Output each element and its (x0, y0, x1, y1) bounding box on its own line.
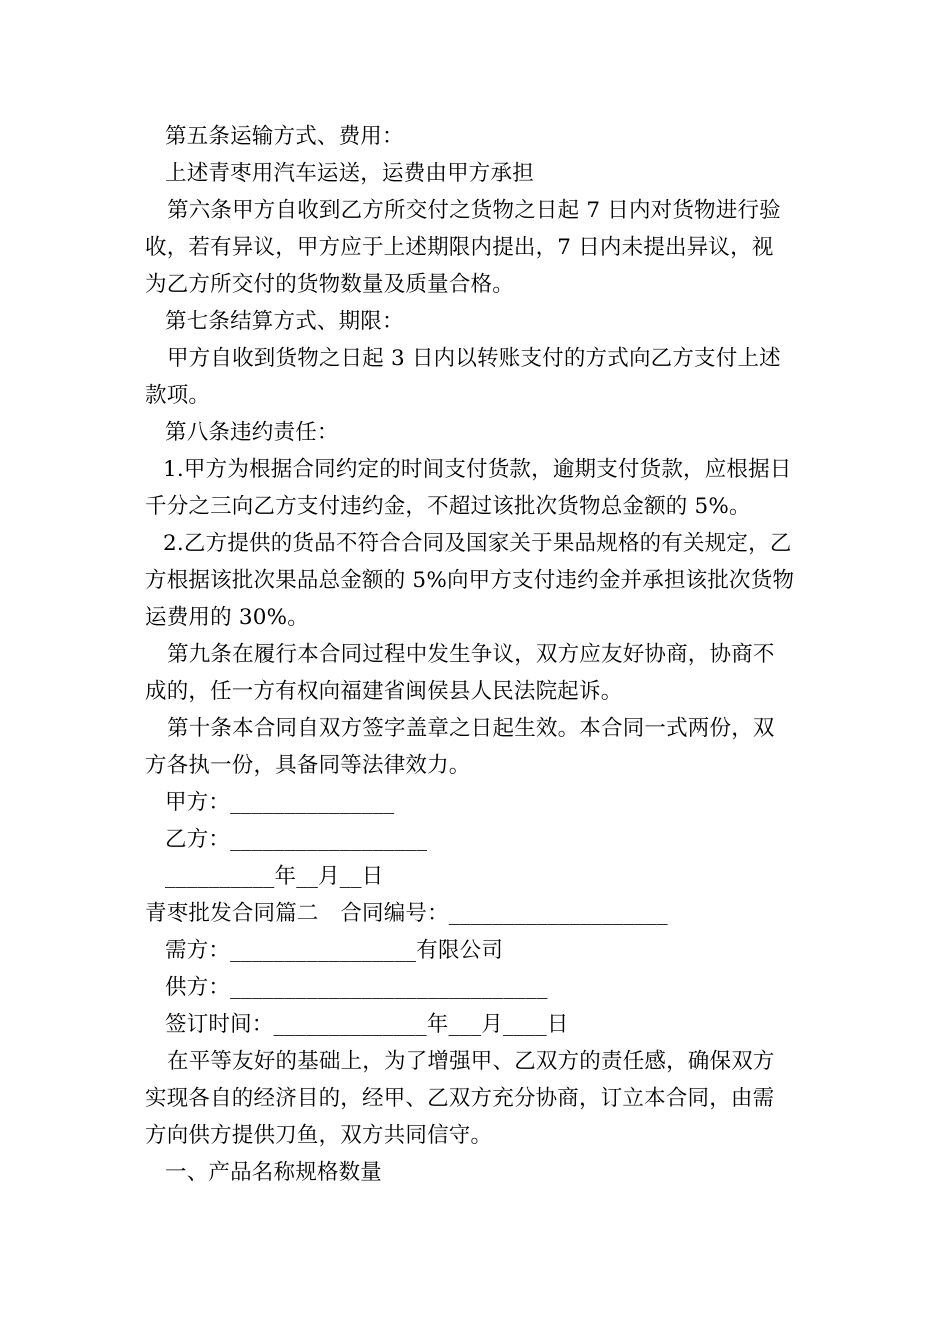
buyer-line: 需方：_________________有限公司 (165, 938, 504, 963)
text-line: 2.乙方提供的货品不符合合同及国家关于果品规格的有关规定，乙 (163, 531, 792, 556)
signing-date-line: 签订时间：______________年___月____日 (165, 1012, 569, 1037)
text-line: 在平等友好的基础上，为了增强甲、乙双方的责任感，确保双方 (167, 1049, 775, 1074)
text-line: 第六条甲方自收到乙方所交付之货物之日起 7 日内对货物进行验 (167, 198, 781, 223)
text-line: 千分之三向乙方支付违约金，不超过该批次货物总金额的 5%。 (145, 494, 751, 519)
signature-line-party-a: 甲方：_______________ (165, 790, 395, 815)
text-line: 1.甲方为根据合同约定的时间支付货款，逾期支付货款，应根据日 (163, 457, 792, 482)
text-line: 方向供方提供刀鱼，双方共同信守。 (145, 1123, 493, 1148)
date-line: __________年__月__日 (165, 864, 384, 889)
supplier-line: 供方：_____________________________ (165, 975, 548, 1000)
text-line: 第五条运输方式、费用： (165, 124, 404, 149)
text-line: 第十条本合同自双方签字盖章之日起生效。本合同一式两份，双 (167, 716, 775, 741)
text-line: 第七条结算方式、期限： (165, 309, 404, 334)
text-line: 成的，任一方有权向福建省闽侯县人民法院起诉。 (145, 679, 623, 704)
text-line: 方各执一份，具备同等法律效力。 (145, 753, 471, 778)
text-line: 甲方自收到货物之日起 3 日内以转账支付的方式向乙方支付上述 (167, 346, 781, 371)
text-line: 收，若有异议，甲方应于上述期限内提出，7 日内未提出异议，视 (145, 235, 774, 260)
text-line: 为乙方所交付的货物数量及质量合格。 (145, 272, 514, 297)
text-line: 方根据该批次果品总金额的 5%向甲方支付违约金并承担该批次货物 (145, 568, 795, 593)
text-line: 第八条违约责任： (165, 420, 339, 445)
section-heading: 青枣批发合同篇二 合同编号：____________________ (145, 901, 668, 926)
text-line: 第九条在履行本合同过程中发生争议，双方应友好协商，协商不 (167, 642, 775, 667)
text-line: 运费用的 30%。 (145, 605, 309, 630)
text-line: 款项。 (145, 383, 211, 408)
document-body (145, 118, 810, 1191)
text-line: 一、产品名称规格数量 (165, 1160, 383, 1185)
signature-line-party-b: 乙方：__________________ (165, 827, 428, 852)
text-line: 上述青枣用汽车运送，运费由甲方承担 (165, 161, 534, 186)
text-line: 实现各自的经济目的，经甲、乙双方充分协商，订立本合同，由需 (145, 1086, 775, 1111)
